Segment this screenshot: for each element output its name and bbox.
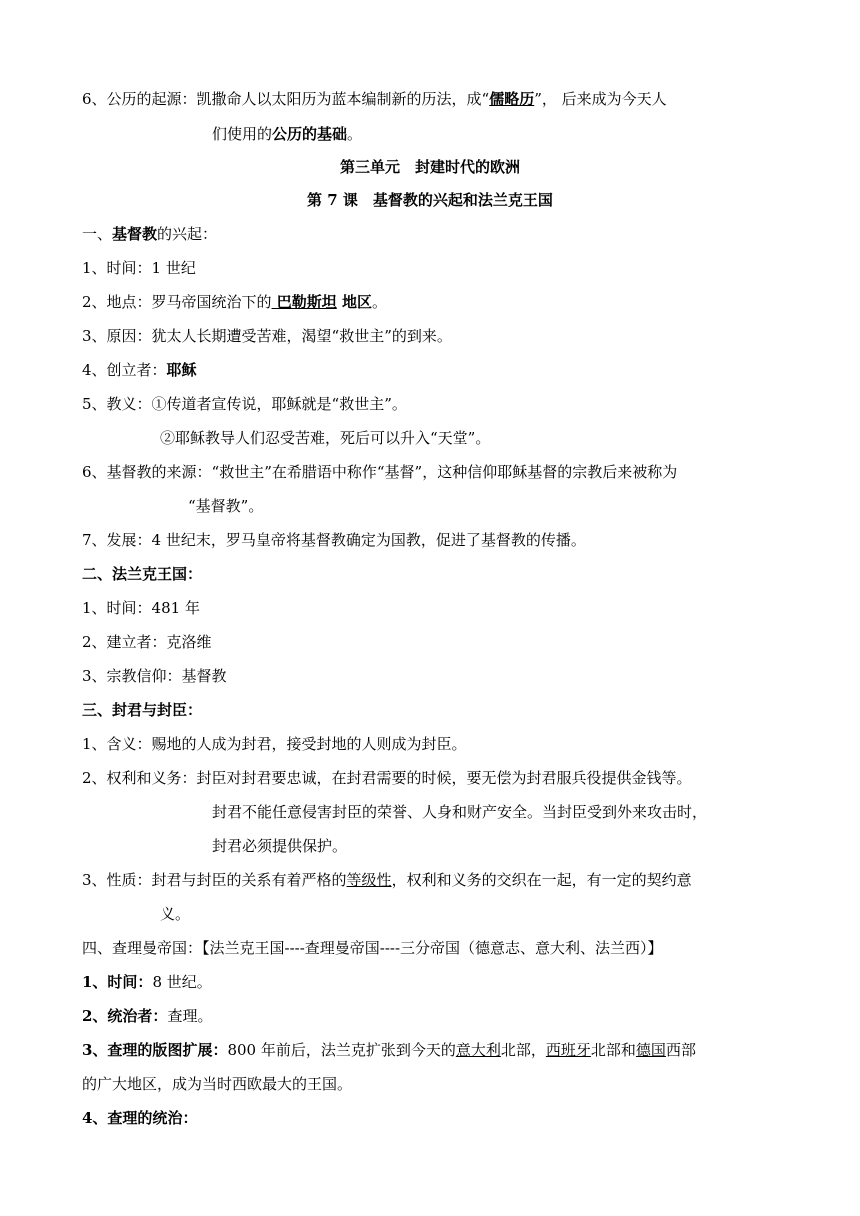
s1-item-6: 6、基督教的来源：“救世主”在希腊语中称作“基督”，这种信仰耶稣基督的宗教后来被称为 <box>82 463 678 481</box>
palestine-term: 巴勒斯坦 <box>271 293 337 311</box>
julian-calendar-term: 儒略历 <box>489 90 535 108</box>
s2-item-1: 1、时间：481 年 <box>82 599 200 617</box>
s1-item-5: 5、教义：①传道者宣传说，耶稣就是“救世主”。 <box>82 395 407 413</box>
lesson-title: 第 7 课 基督教的兴起和法兰克王国 <box>307 191 553 209</box>
s4-item-2: 2、统治者：查理。 <box>82 1007 213 1025</box>
s3-item-1: 1、含义：赐地的人成为封君，接受封地的人则成为封臣。 <box>82 735 467 753</box>
s1-item-2: 2、地点：罗马帝国统治下的 巴勒斯坦 地区。 <box>82 293 388 311</box>
calendar-origin-line-cont: 们使用的公历的基础。 <box>212 125 363 143</box>
s3-item-3: 3、性质：封君与封臣的关系有着严格的等级性，权利和义务的交织在一起，有一定的契约意 <box>82 871 692 889</box>
s4-item-1: 1、时间：8 世纪。 <box>82 973 212 991</box>
calendar-origin-line: 6、公历的起源：凯撒命人以太阳历为蓝本编制新的历法，成“儒略历”， 后来成为今天人 <box>82 90 667 108</box>
s1-item-5-cont: ②耶稣教导人们忍受苦难，死后可以升入“天堂”。 <box>160 429 491 447</box>
s1-item-4: 4、创立者：耶稣 <box>82 361 197 379</box>
s4-item-4: 4、查理的统治： <box>82 1109 198 1127</box>
s2-item-3: 3、宗教信仰：基督教 <box>82 667 227 685</box>
s3-item-2: 2、权利和义务：封臣对封君要忠诚，在封君需要的时候，要无偿为封君服兵役提供金钱等。 <box>82 769 692 787</box>
s2-item-2: 2、建立者：克洛维 <box>82 633 212 651</box>
unit-title: 第三单元 封建时代的欧洲 <box>339 158 520 176</box>
section-4-heading: 四、查理曼帝国：【法兰克王国----查理曼帝国----三分帝国（德意志、意大利、法兰西）】 <box>82 939 663 957</box>
s1-item-3: 3、原因：犹太人长期遭受苦难，渴望“救世主”的到来。 <box>82 327 452 345</box>
section-3-heading: 三、封君与封臣： <box>82 701 203 719</box>
s3-item-2-cont2: 封君必须提供保护。 <box>212 837 348 855</box>
section-1-heading: 一、基督教的兴起： <box>82 225 218 243</box>
hierarchy-term: 等级性 <box>346 871 392 889</box>
s1-item-1: 1、时间：1 世纪 <box>82 259 196 277</box>
s1-item-7: 7、发展：4 世纪末，罗马皇帝将基督教确定为国教，促进了基督教的传播。 <box>82 531 586 549</box>
s3-item-2-cont: 封君不能任意侵害封臣的荣誉、人身和财产安全。当封臣受到外来攻击时， <box>212 803 708 821</box>
section-2-heading: 二、法兰克王国： <box>82 565 203 583</box>
s3-item-3-cont: 义。 <box>160 905 191 923</box>
s4-item-3-cont: 的广大地区，成为当时西欧最大的王国。 <box>82 1075 353 1093</box>
s4-item-3: 3、查理的版图扩展：800 年前后，法兰克扩张到今天的意大利北部，西班牙北部和德国西部 <box>82 1041 696 1059</box>
s1-item-6-cont: “基督教”。 <box>188 497 264 515</box>
